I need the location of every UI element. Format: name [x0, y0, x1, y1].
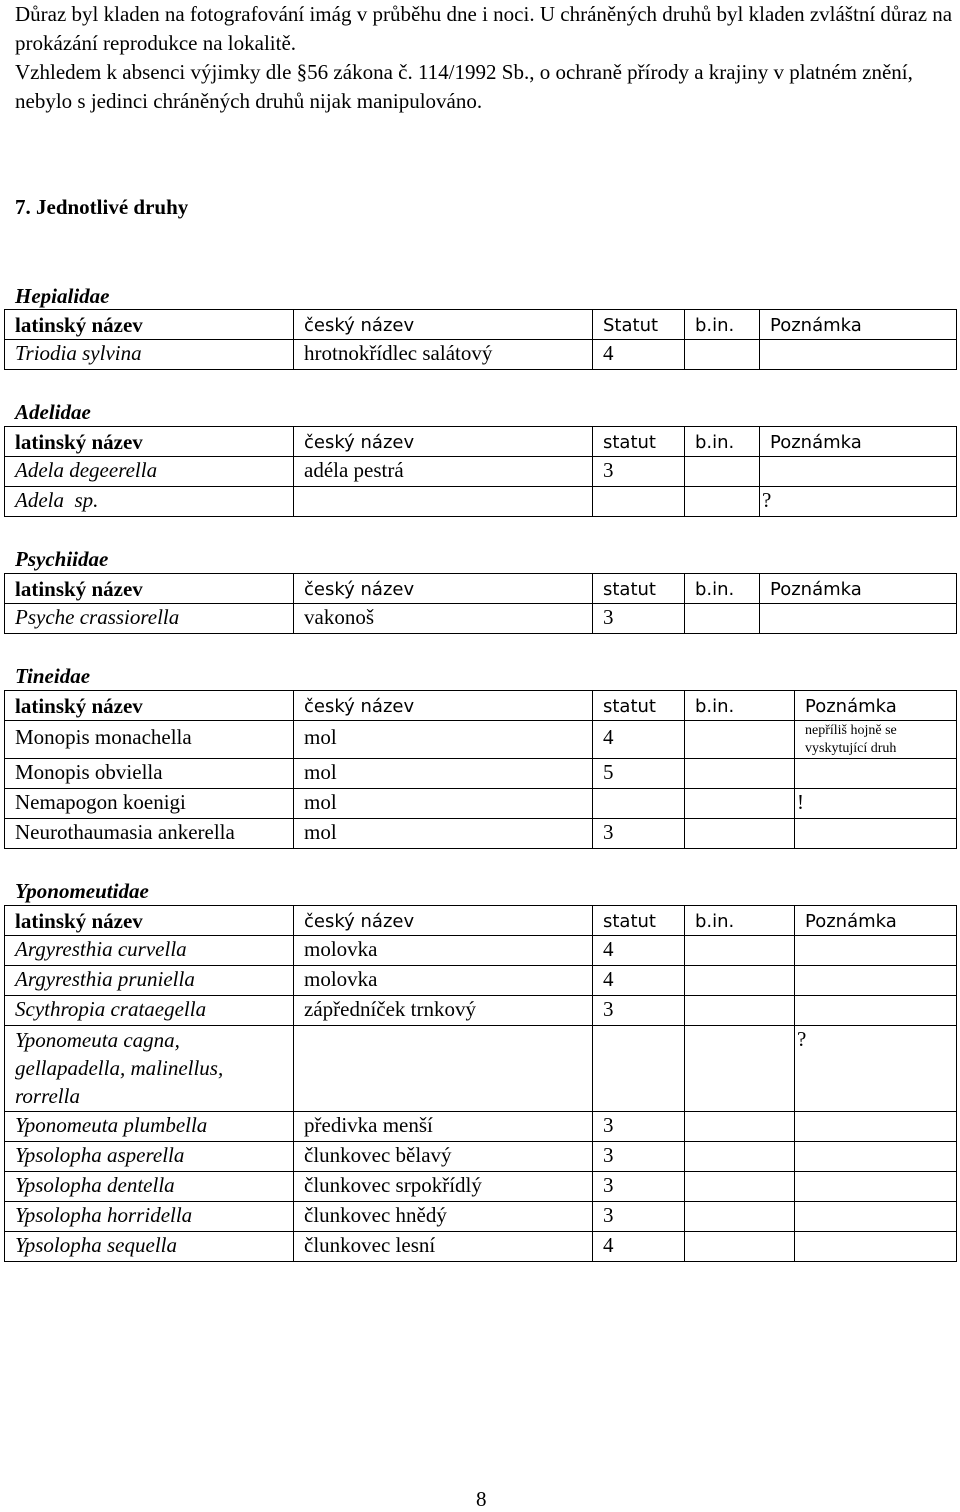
species-table-hepialidae	[4, 309, 957, 370]
cell-note: nepříliš hojně se vyskytující druh	[795, 721, 957, 759]
header-latin: latinský název	[5, 906, 294, 936]
table-row	[5, 819, 957, 849]
table-row	[5, 936, 957, 966]
cell-bin	[685, 1026, 795, 1112]
cell-latin: Psyche crassiorella	[5, 604, 294, 634]
cell-note	[795, 936, 957, 966]
header-note: Poznámka	[760, 310, 957, 340]
header-status: statut	[593, 574, 685, 604]
species-table-psychiidae	[4, 573, 957, 634]
cell-note: ?	[760, 487, 957, 517]
cell-latin: Adela sp.	[5, 487, 294, 517]
table-header-row	[5, 906, 957, 936]
cell-czech: vakonoš	[294, 604, 593, 634]
cell-czech: člunkovec hnědý	[294, 1202, 593, 1232]
cell-bin	[685, 759, 795, 789]
intro-paragraph-1: Důraz byl kladen na fotografování imág v průběhu dne i noci. U chráněných druhů byl kladen zvláštní důraz na prokázání reprodukce na lokalitě.	[15, 2, 953, 55]
cell-czech: člunkovec lesní	[294, 1232, 593, 1262]
cell-latin: Ypsolopha sequella	[5, 1232, 294, 1262]
header-status: statut	[593, 906, 685, 936]
table-row	[5, 1232, 957, 1262]
cell-status: 3	[593, 604, 685, 634]
cell-bin	[685, 457, 760, 487]
table-row	[5, 966, 957, 996]
cell-czech: adéla pestrá	[294, 457, 593, 487]
table-row	[5, 1026, 957, 1112]
cell-note	[795, 759, 957, 789]
cell-note	[795, 1142, 957, 1172]
cell-note: !	[795, 789, 957, 819]
cell-latin: Neurothaumasia ankerella	[5, 819, 294, 849]
cell-czech: mol	[294, 789, 593, 819]
cell-status: 3	[593, 1202, 685, 1232]
cell-status: 3	[593, 457, 685, 487]
header-bin: b.in.	[685, 691, 795, 721]
table-header-row	[5, 427, 957, 457]
cell-note	[795, 1112, 957, 1142]
cell-status	[593, 487, 685, 517]
cell-status: 3	[593, 1172, 685, 1202]
header-note: Poznámka	[760, 574, 957, 604]
cell-czech: zápředníček trnkový	[294, 996, 593, 1026]
table-row	[5, 759, 957, 789]
cell-czech: mol	[294, 759, 593, 789]
cell-czech: mol	[294, 721, 593, 759]
header-bin: b.in.	[685, 310, 760, 340]
cell-bin	[685, 1172, 795, 1202]
table-header-row	[5, 310, 957, 340]
table-row	[5, 789, 957, 819]
table-row	[5, 1202, 957, 1232]
cell-latin: Monopis obviella	[5, 759, 294, 789]
header-bin: b.in.	[685, 574, 760, 604]
family-title-yponomeutidae: Yponomeutidae	[15, 879, 149, 903]
header-note: Poznámka	[795, 906, 957, 936]
cell-status: 4	[593, 936, 685, 966]
cell-bin	[685, 966, 795, 996]
cell-status: 3	[593, 819, 685, 849]
header-status: Statut	[593, 310, 685, 340]
header-czech: český název	[294, 427, 593, 457]
cell-bin	[685, 1142, 795, 1172]
cell-bin	[685, 1112, 795, 1142]
cell-bin	[685, 604, 760, 634]
cell-note	[795, 1202, 957, 1232]
table-row	[5, 457, 957, 487]
header-czech: český název	[294, 574, 593, 604]
cell-bin	[685, 936, 795, 966]
cell-czech: molovka	[294, 966, 593, 996]
header-czech: český název	[294, 906, 593, 936]
cell-czech: molovka	[294, 936, 593, 966]
cell-latin: Argyresthia pruniella	[5, 966, 294, 996]
header-czech: český název	[294, 691, 593, 721]
table-row	[5, 1112, 957, 1142]
table-header-row	[5, 574, 957, 604]
cell-latin: Scythropia crataegella	[5, 996, 294, 1026]
cell-latin: Nemapogon koenigi	[5, 789, 294, 819]
cell-status: 3	[593, 996, 685, 1026]
cell-note: ?	[795, 1026, 957, 1112]
intro-text	[15, 0, 955, 116]
header-note: Poznámka	[760, 427, 957, 457]
cell-czech	[294, 1026, 593, 1112]
cell-note	[760, 604, 957, 634]
cell-latin: Adela degeerella	[5, 457, 294, 487]
cell-note	[760, 340, 957, 370]
table-row	[5, 996, 957, 1026]
cell-latin: Argyresthia curvella	[5, 936, 294, 966]
table-row	[5, 604, 957, 634]
header-czech: český název	[294, 310, 593, 340]
cell-status	[593, 789, 685, 819]
cell-czech: mol	[294, 819, 593, 849]
cell-bin	[685, 721, 795, 759]
cell-czech: člunkovec bělavý	[294, 1142, 593, 1172]
cell-latin: Ypsolopha asperella	[5, 1142, 294, 1172]
cell-latin: Ypsolopha dentella	[5, 1172, 294, 1202]
header-note: Poznámka	[795, 691, 957, 721]
cell-bin	[685, 1232, 795, 1262]
cell-czech: člunkovec srpokřídlý	[294, 1172, 593, 1202]
cell-note	[795, 996, 957, 1026]
header-latin: latinský název	[5, 427, 294, 457]
table-row	[5, 340, 957, 370]
intro-paragraph-2: Vzhledem k absenci výjimky dle §56 zákona č. 114/1992 Sb., o ochraně přírody a krajiny v platném znění, nebylo s jedinci chráněných druhů nijak manipulováno.	[15, 60, 913, 113]
cell-bin	[685, 819, 795, 849]
cell-bin	[685, 487, 760, 517]
cell-note	[795, 1232, 957, 1262]
header-bin: b.in.	[685, 906, 795, 936]
header-bin: b.in.	[685, 427, 760, 457]
cell-status	[593, 1026, 685, 1112]
cell-bin	[685, 340, 760, 370]
family-title-hepialidae: Hepialidae	[15, 284, 110, 308]
header-status: statut	[593, 691, 685, 721]
table-row	[5, 721, 957, 759]
species-table-adelidae	[4, 426, 957, 517]
species-table-tineidae	[4, 690, 957, 849]
header-latin: latinský název	[5, 310, 294, 340]
cell-latin: Triodia sylvina	[5, 340, 294, 370]
section-heading: 7. Jednotlivé druhy	[15, 195, 189, 219]
cell-note	[795, 1172, 957, 1202]
cell-latin: Yponomeuta plumbella	[5, 1112, 294, 1142]
header-status: statut	[593, 427, 685, 457]
cell-latin: Ypsolopha horridella	[5, 1202, 294, 1232]
cell-status: 3	[593, 1112, 685, 1142]
cell-bin	[685, 996, 795, 1026]
cell-latin: Yponomeuta cagna, gellapadella, malinellus, rorrella	[5, 1026, 294, 1112]
cell-latin: Monopis monachella	[5, 721, 294, 759]
table-header-row	[5, 691, 957, 721]
header-latin: latinský název	[5, 691, 294, 721]
cell-bin	[685, 789, 795, 819]
cell-czech	[294, 487, 593, 517]
table-row	[5, 1172, 957, 1202]
family-title-tineidae: Tineidae	[15, 664, 91, 688]
page-number: 8	[476, 1487, 487, 1511]
cell-note	[795, 966, 957, 996]
cell-status: 3	[593, 1142, 685, 1172]
family-title-psychiidae: Psychiidae	[15, 547, 109, 571]
cell-note	[760, 457, 957, 487]
cell-status: 4	[593, 721, 685, 759]
cell-status: 4	[593, 966, 685, 996]
cell-status: 4	[593, 1232, 685, 1262]
table-row	[5, 1142, 957, 1172]
cell-czech: hrotnokřídlec salátový	[294, 340, 593, 370]
cell-status: 4	[593, 340, 685, 370]
species-table-yponomeutidae	[4, 905, 957, 1262]
cell-status: 5	[593, 759, 685, 789]
cell-note	[795, 819, 957, 849]
cell-bin	[685, 1202, 795, 1232]
cell-czech: předivka menší	[294, 1112, 593, 1142]
table-row	[5, 487, 957, 517]
header-latin: latinský název	[5, 574, 294, 604]
family-title-adelidae: Adelidae	[15, 400, 91, 424]
